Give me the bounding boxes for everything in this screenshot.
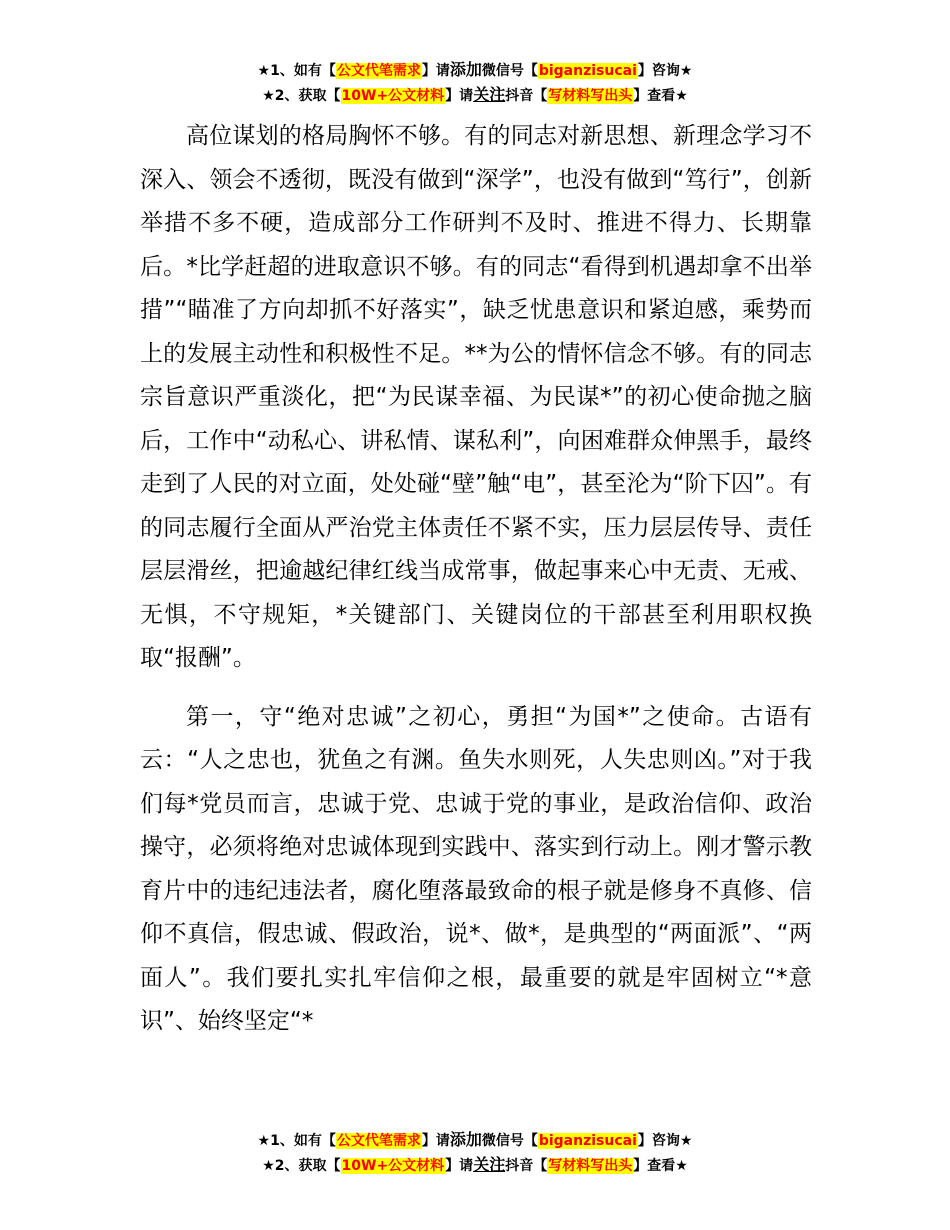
banner-text: 】查看★ (633, 1158, 688, 1174)
banner-text: 微信号【 (481, 1133, 538, 1149)
header-banner (0, 58, 950, 108)
banner-wechat-id: biganzisucai (538, 63, 637, 79)
banner-highlight: 10W+公文材料 (341, 88, 445, 104)
header-banner-line-1 (0, 58, 950, 83)
banner-text: 】查看★ (633, 88, 688, 104)
paragraph: 第一，守“绝对忠诚”之初心，勇担“为国*”之使命。古语有云：“人之忠也，犹鱼之有渊。鱼失水则死，人失忠则凶。”对于我们每*党员而言，忠诚于党、忠诚于党的事业，是政治信仰、政治操守，必须将绝对忠诚体现到实践中、落实到行动上。刚才警示教育片中的违纪违法者，腐化堕落最致命的根子就是修身不真修、信仰不真信，假忠诚、假政治，说*、做*，是典型的“两面派”、“两面人”。我们要扎实扎牢信仰之根，最重要的就是牢固树立“*意识”、始终坚定“* (140, 703, 812, 1034)
banner-text: 抖音【 (505, 1158, 548, 1174)
banner-highlight: 10W+公文材料 (341, 1158, 445, 1174)
banner-highlight: 公文代笔需求 (336, 63, 421, 79)
banner-text: 】咨询★ (637, 1133, 693, 1149)
document-body (140, 115, 812, 1044)
banner-text: 微信号【 (481, 63, 538, 79)
banner-douyin-name: 写材料写出头 (548, 1158, 633, 1174)
banner-text: 抖音【 (505, 88, 548, 104)
footer-banner-line-1 (0, 1128, 950, 1153)
banner-douyin-name: 写材料写出头 (548, 88, 633, 104)
banner-emphasis: 关注 (473, 1155, 506, 1174)
banner-emphasis: 添加 (449, 60, 482, 79)
banner-text: 】请 (445, 1158, 474, 1174)
banner-emphasis: 添加 (449, 1130, 482, 1149)
banner-text: ★2、获取【 (262, 88, 341, 104)
header-banner-line-2 (0, 83, 950, 108)
banner-text: 】请 (421, 63, 450, 79)
footer-banner (0, 1128, 950, 1178)
banner-text: ★1、如有【 (257, 1133, 336, 1149)
paragraph: 高位谋划的格局胸怀不够。有的同志对新思想、新理念学习不深入、领会不透彻，既没有做到“深学”，也没有做到“笃行”，创新举措不多不硬，造成部分工作研判不及时、推进不得力、长期靠后。*比学赶超的进取意识不够。有的同志“看得到机遇却拿不出举措”“瞄准了方向却抓不好落实”，缺乏忧患意识和紧迫感，乘势而上的发展主动性和积极性不足。**为公的情怀信念不够。有的同志宗旨意识严重淡化，把“为民谋幸福、为民谋*”的初心使命抛之脑后，工作中“动私心、讲私情、谋私利”，向困难群众伸黑手，最终走到了人民的对立面，处处碰“壁”触“电”，甚至沦为“阶下囚”。有的同志履行全面从严治党主体责任不紧不实，压力层层传导、责任层层滑丝，把逾越纪律红线当成常事，做起事来心中无责、无戒、无惧，不守规矩，*关键部门、关键岗位的干部甚至利用职权换取“报酬”。 (140, 123, 812, 671)
footer-banner-line-2 (0, 1153, 950, 1178)
banner-highlight: 公文代笔需求 (336, 1133, 421, 1149)
banner-text: 】请 (445, 88, 474, 104)
banner-wechat-id: biganzisucai (538, 1133, 637, 1149)
banner-text: ★1、如有【 (257, 63, 336, 79)
banner-emphasis: 关注 (473, 85, 506, 104)
banner-text: 】请 (421, 1133, 450, 1149)
banner-text: ★2、获取【 (262, 1158, 341, 1174)
banner-text: 】咨询★ (637, 63, 693, 79)
